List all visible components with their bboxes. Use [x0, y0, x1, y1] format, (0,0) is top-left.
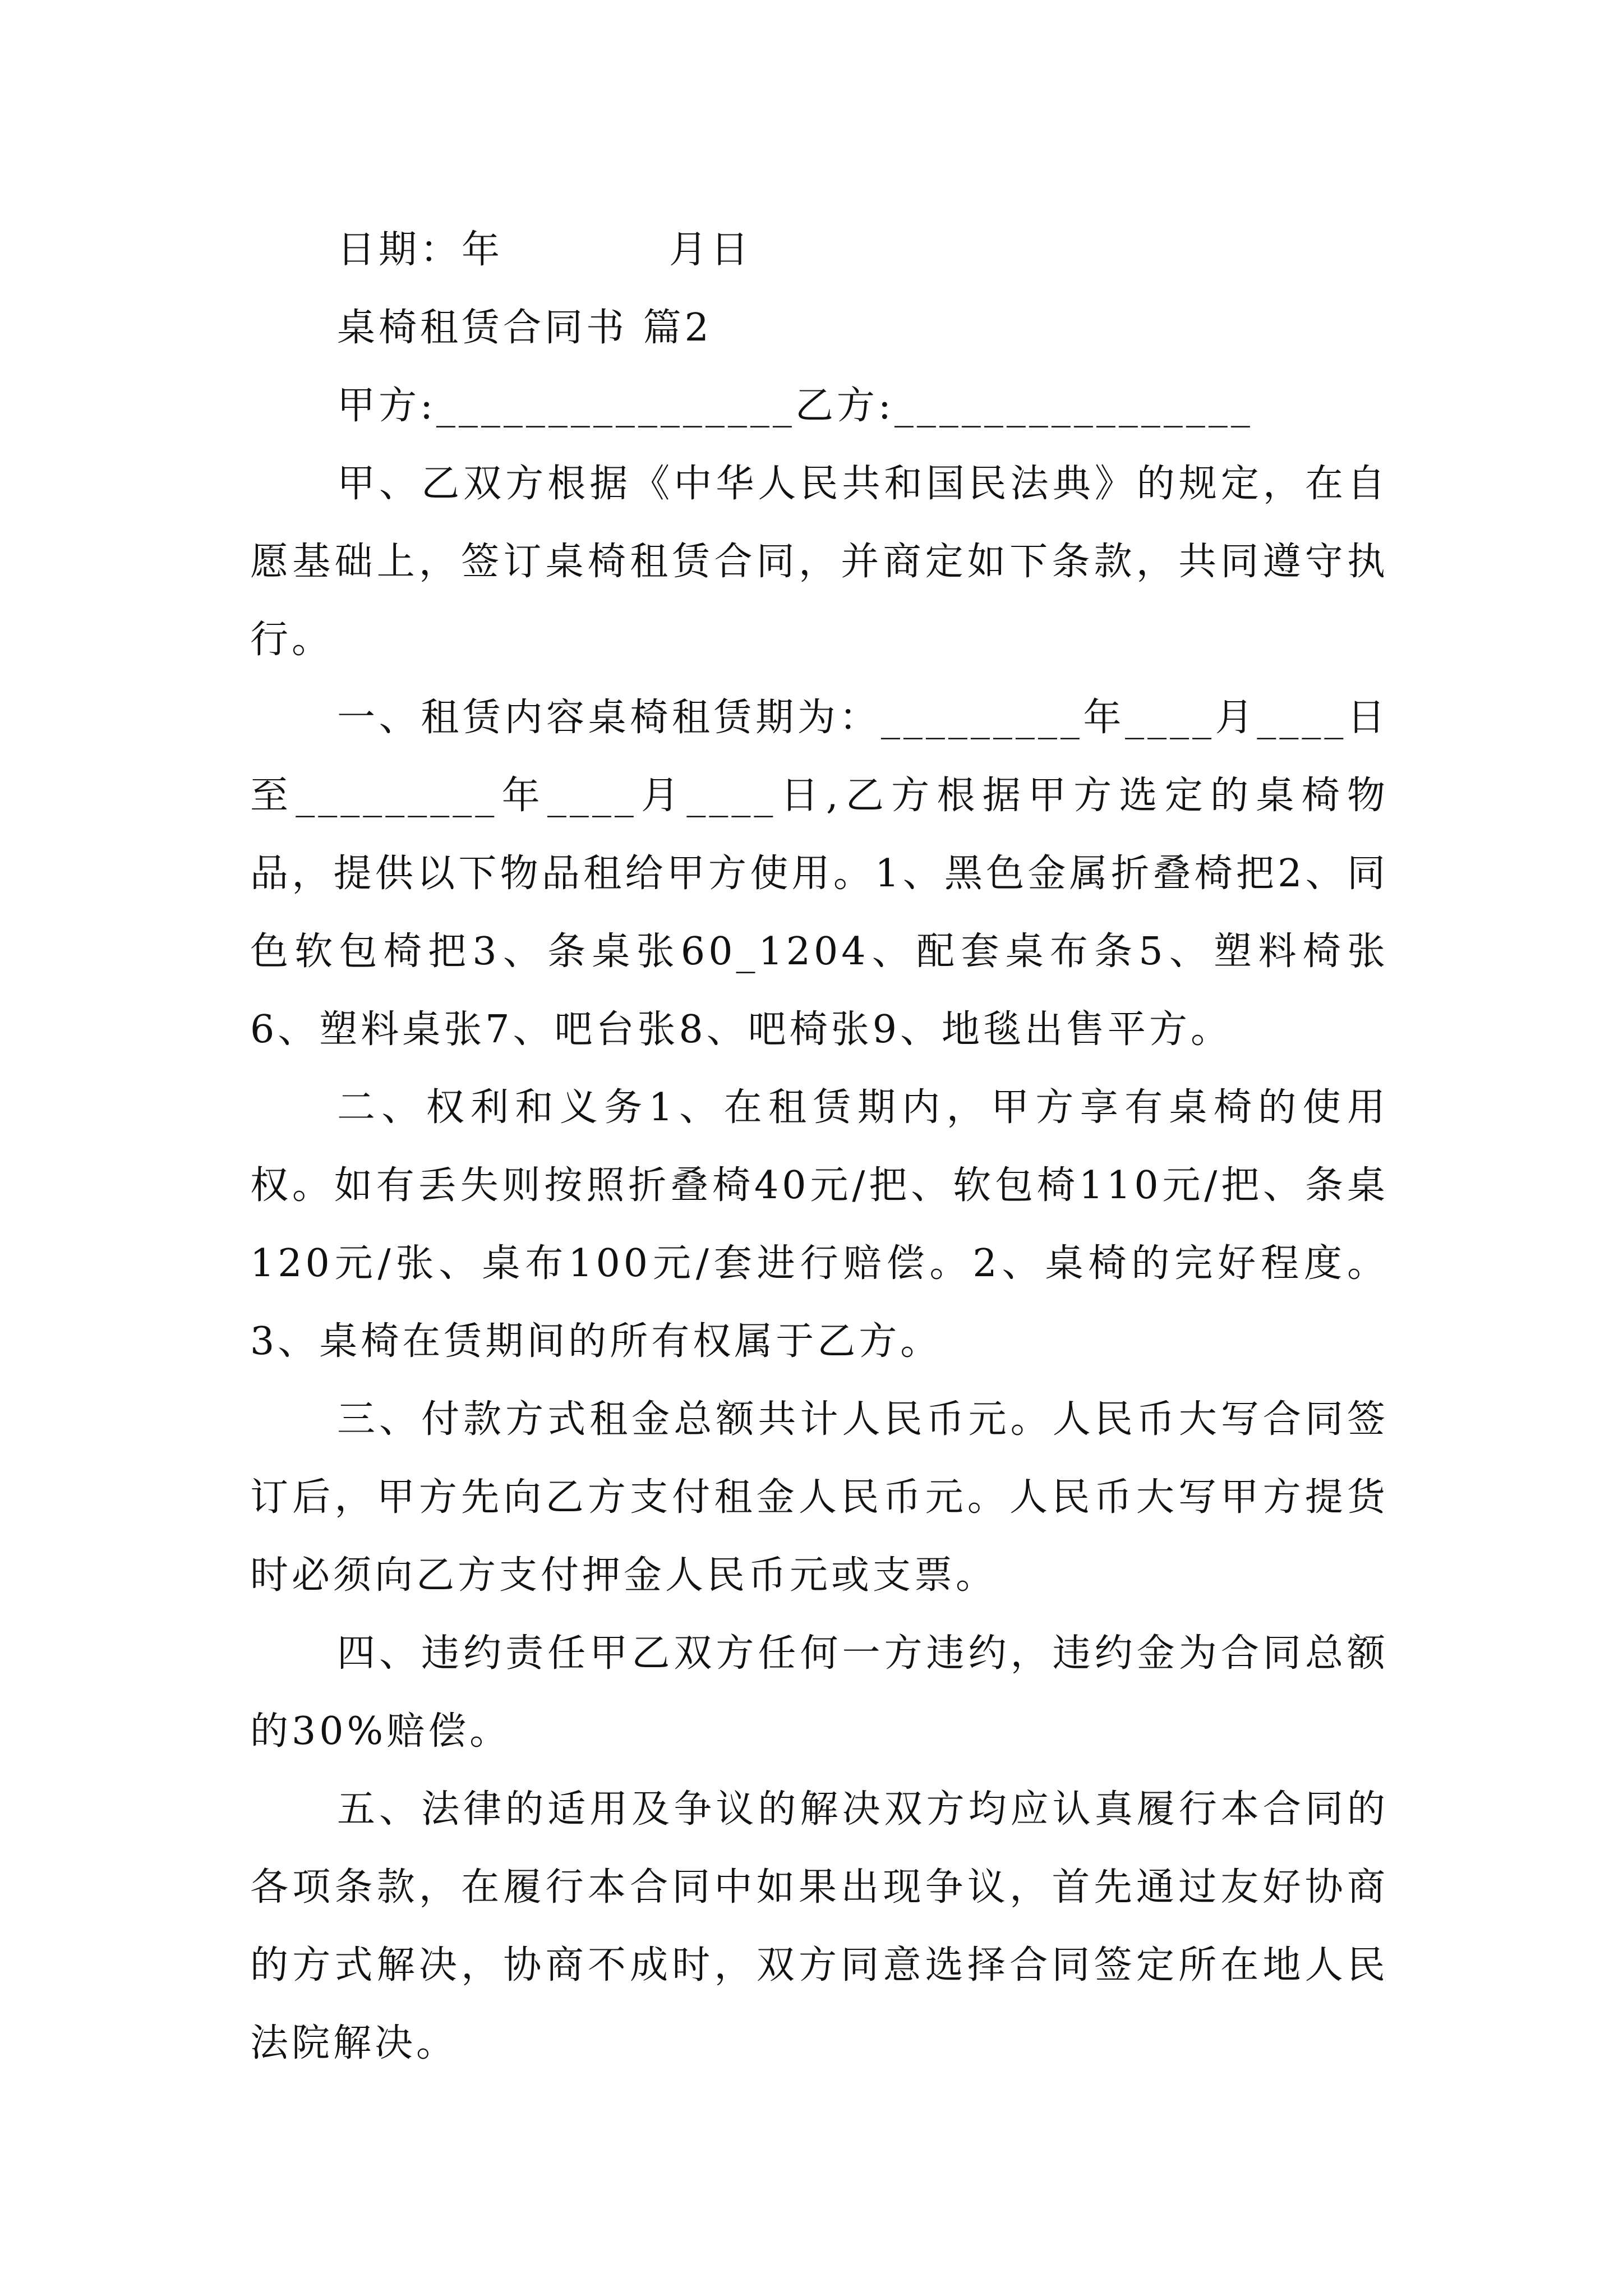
intro-paragraph: 甲、乙双方根据《中华人民共和国民法典》的规定，在自愿基础上，签订桌椅租赁合同，并商定如下条款，共同遵守执行。 — [250, 462, 1389, 662]
clause-3-paragraph: 三、付款方式租金总额共计人民币元。人民币大写合同签订后，甲方先向乙方支付租金人民币元。人民币大写甲方提货时必须向乙方支付押金人民币元或支票。 — [250, 1397, 1389, 1598]
section-heading: 桌椅租赁合同书 篇2 — [337, 306, 712, 350]
clause-4-paragraph: 四、违约责任甲乙双方任何一方违约，违约金为合同总额的30%赔偿。 — [250, 1631, 1389, 1754]
clause-5-paragraph: 五、法律的适用及争议的解决双方均应认真履行本合同的各项条款，在履行本合同中如果出现争议，首先通过友好协商的方式解决，协商不成时，双方同意选择合同签定所在地人民法院解决。 — [250, 1787, 1389, 2065]
document-body — [250, 211, 1389, 2082]
clause-2-paragraph: 二、权利和义务1、在租赁期内，甲方享有桌椅的使用权。如有丢失则按照折叠椅40元/把、软包椅110元/把、条桌120元/张、桌布100元/套进行赔偿。2、桌椅的完好程度。3、桌椅在赁期间的所有权属于乙方。 — [250, 1085, 1389, 1364]
parties-line: 甲方:________________乙方:________________ — [337, 384, 1253, 428]
date-line: 日期：年 月日 — [337, 228, 753, 272]
clause-1-paragraph: 一、租赁内容桌椅租赁期为：_________年____月____日至_________年____月____日,乙方根据甲方选定的桌椅物品，提供以下物品租给甲方使用。1、黑色金属折叠椅把2、同色软包椅把3、条桌张60_1204、配套桌布条5、塑料椅张6、塑料桌张7、吧台张8、吧椅张9、地毯出售平方。 — [250, 696, 1389, 1052]
